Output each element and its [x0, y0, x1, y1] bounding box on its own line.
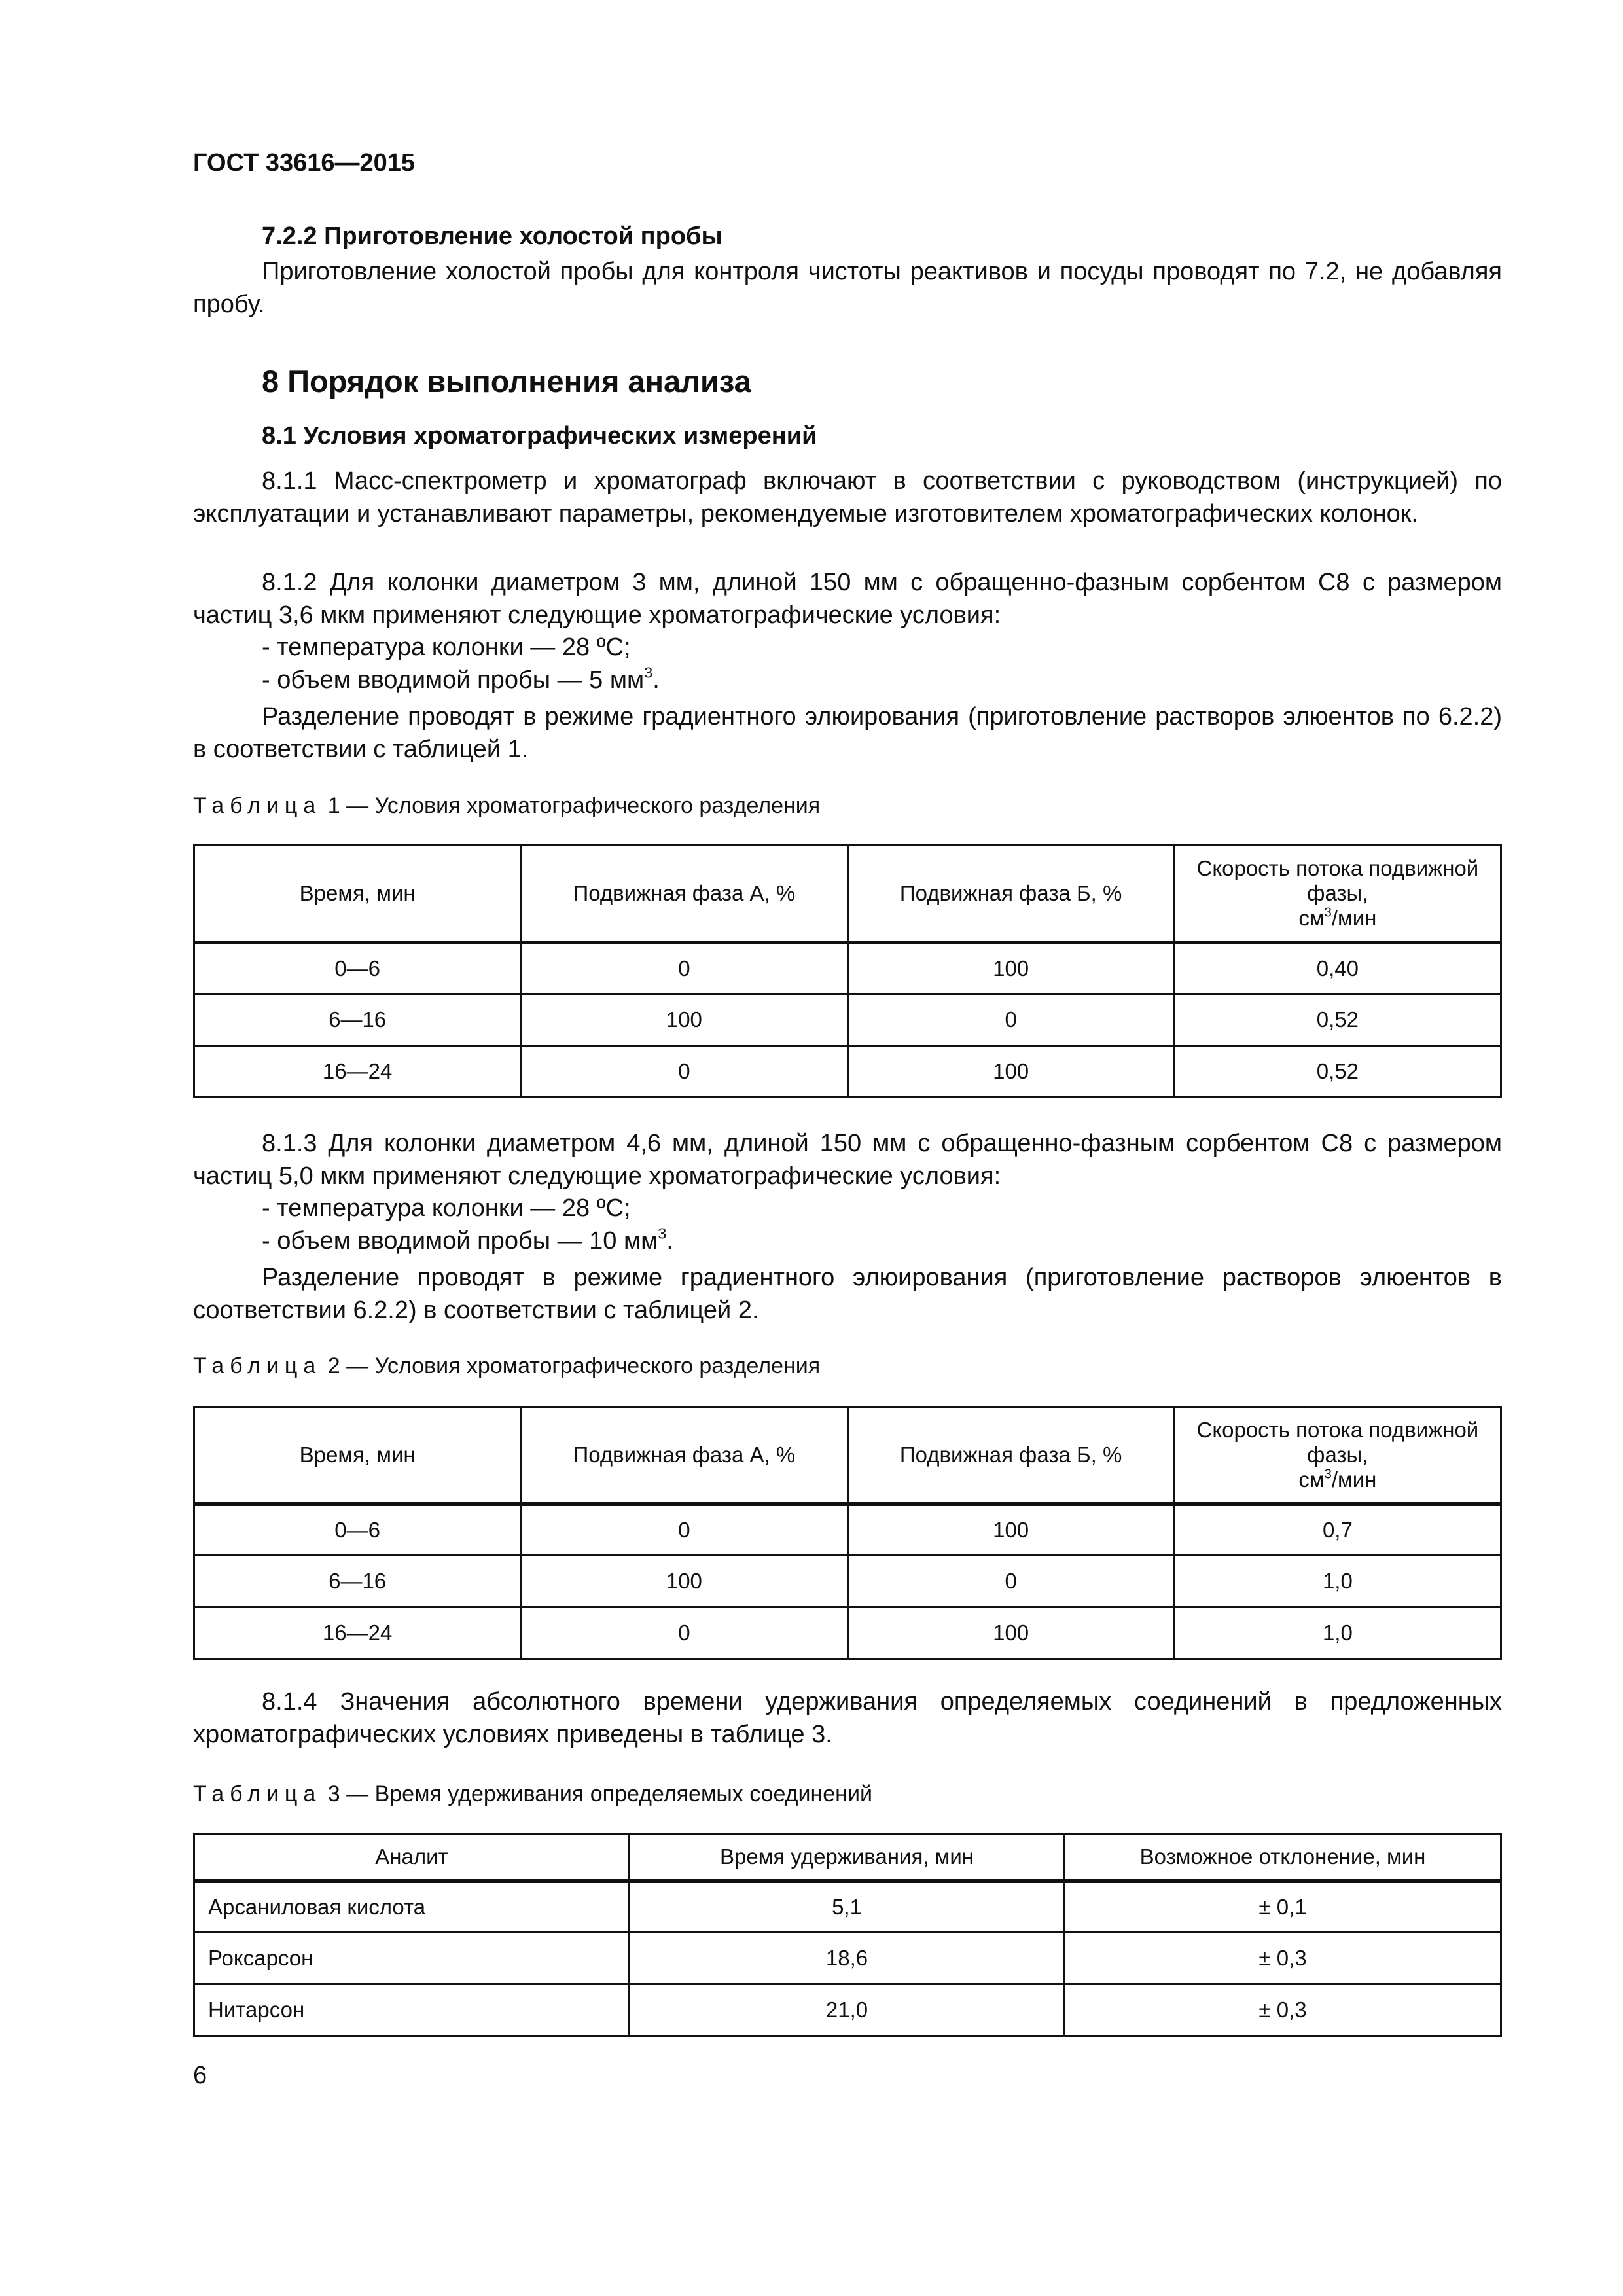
table-row	[194, 1984, 1501, 2036]
table-cell: 0	[847, 994, 1174, 1046]
table-2-header-flow-rate: Скорость потока подвижной фазы, $см^3$/мин	[1174, 1407, 1501, 1504]
table-1-header-phase-a: Подвижная фаза А, %	[521, 846, 847, 942]
table-cell: 0—6	[194, 942, 521, 994]
table-1	[193, 844, 1502, 1098]
table-cell: 0	[847, 1556, 1174, 1607]
table-2-header-time: Время, мин	[194, 1407, 521, 1504]
table-cell: ± 0,3	[1065, 1933, 1501, 1984]
bullet-column-temperature-2: - температура колонки — 28 ºС;	[262, 1194, 631, 1222]
section-7-2-2-title: 7.2.2 Приготовление холостой пробы	[262, 223, 722, 250]
table-cell: 100	[847, 942, 1174, 994]
table-cell: 21,0	[630, 1984, 1065, 2036]
section-7-2-2-text: Приготовление холостой пробы для контроля чистоты реактивов и посуды проводят по 7.2, не добавляя пробу.	[193, 258, 1502, 318]
bullet-injection-volume-1: - объем вводимой пробы — 5 $мм^3$.	[262, 664, 660, 694]
table-row	[194, 1933, 1501, 1984]
bullet-column-temperature-1: - температура колонки — 28 ºС;	[262, 634, 631, 661]
paragraph-8-1-2-gradient: Разделение проводят в режиме градиентного элюирования (приготовление растворов элюентов по 6.2.2) в соответствии с таблицей 1.	[193, 703, 1502, 763]
table-cell: Роксарсон	[194, 1933, 630, 1984]
table-cell: 100	[847, 1607, 1174, 1659]
paragraph-8-1-4: 8.1.4 Значения абсолютного времени удерживания определяемых соединений в предложенных хроматографических условиях приведены в таблице 3.	[193, 1688, 1502, 1748]
table-row	[194, 1504, 1501, 1556]
table-cell: 0	[521, 1504, 847, 1556]
table-cell: 6—16	[194, 994, 521, 1046]
table-cell: Арсаниловая кислота	[194, 1881, 630, 1933]
table-1-header-time: Время, мин	[194, 846, 521, 942]
table-2-header-phase-b: Подвижная фаза Б, %	[847, 1407, 1174, 1504]
table-cell: 1,0	[1174, 1607, 1501, 1659]
table-3	[193, 1833, 1502, 2037]
table-cell: 0	[521, 1046, 847, 1098]
page-number: 6	[193, 2062, 207, 2089]
section-8-1-title: 8.1 Условия хроматографических измерений	[262, 422, 817, 450]
paragraph-8-1-2: 8.1.2 Для колонки диаметром 3 мм, длиной 150 мм с обращенно-фазным сорбентом С8 с размером частиц 3,6 мкм применяют следующие хроматографические условия:	[193, 569, 1502, 629]
table-3-header-analyte: Аналит	[194, 1834, 630, 1881]
table-row	[194, 1881, 1501, 1933]
table-1-header-phase-b: Подвижная фаза Б, %	[847, 846, 1174, 942]
paragraph-8-1-3: 8.1.3 Для колонки диаметром 4,6 мм, длиной 150 мм с обращенно-фазным сорбентом С8 с размером частиц 5,0 мкм применяют следующие хроматографические условия:	[193, 1130, 1502, 1190]
table-cell: 0,52	[1174, 1046, 1501, 1098]
paragraph-8-1-3-gradient: Разделение проводят в режиме градиентного элюирования (приготовление растворов элюентов в соответствии 6.2.2) в соответствии с таблицей 2.	[193, 1264, 1502, 1324]
table-2-caption: Таблица 2 — Условия хроматографического разделения	[193, 1354, 821, 1378]
table-cell: 100	[521, 994, 847, 1046]
table-row	[194, 1556, 1501, 1607]
table-cell: 16—24	[194, 1046, 521, 1098]
table-3-header-deviation: Возможное отклонение, мин	[1065, 1834, 1501, 1881]
bullet-injection-volume-2: - объем вводимой пробы — 10 $мм^3$.	[262, 1225, 673, 1255]
paragraph-8-1-1: 8.1.1 Масс-спектрометр и хроматограф включают в соответствии с руководством (инструкцией) по эксплуатации и устанавливают параметры, рекомендуемые изготовителем хроматографических колонок.	[193, 467, 1502, 528]
table-cell: Нитарсон	[194, 1984, 630, 2036]
table-cell: 100	[521, 1556, 847, 1607]
table-3-header-retention-time: Время удерживания, мин	[630, 1834, 1065, 1881]
table-cell: 100	[847, 1046, 1174, 1098]
table-row	[194, 994, 1501, 1046]
table-cell: 0	[521, 942, 847, 994]
table-1-caption: Таблица 1 — Условия хроматографического разделения	[193, 793, 821, 818]
table-1-header-flow-rate: Скорость потока подвижной фазы, $см^3$/мин	[1174, 846, 1501, 942]
section-8-title: 8 Порядок выполнения анализа	[262, 364, 751, 399]
table-cell: 16—24	[194, 1607, 521, 1659]
table-cell: 1,0	[1174, 1556, 1501, 1607]
table-row	[194, 1607, 1501, 1659]
table-3-caption: Таблица 3 — Время удерживания определяемых соединений	[193, 1782, 872, 1806]
table-cell: 100	[847, 1504, 1174, 1556]
table-cell: 18,6	[630, 1933, 1065, 1984]
table-cell: ± 0,3	[1065, 1984, 1501, 2036]
table-cell: 5,1	[630, 1881, 1065, 1933]
table-row	[194, 942, 1501, 994]
table-cell: 0—6	[194, 1504, 521, 1556]
table-cell: 0,52	[1174, 994, 1501, 1046]
table-2	[193, 1406, 1502, 1660]
table-cell: 6—16	[194, 1556, 521, 1607]
table-cell: 0,40	[1174, 942, 1501, 994]
table-cell: 0	[521, 1607, 847, 1659]
table-2-header-phase-a: Подвижная фаза А, %	[521, 1407, 847, 1504]
table-row	[194, 1046, 1501, 1098]
table-cell: ± 0,1	[1065, 1881, 1501, 1933]
table-cell: 0,7	[1174, 1504, 1501, 1556]
document-code: ГОСТ 33616—2015	[193, 149, 416, 177]
